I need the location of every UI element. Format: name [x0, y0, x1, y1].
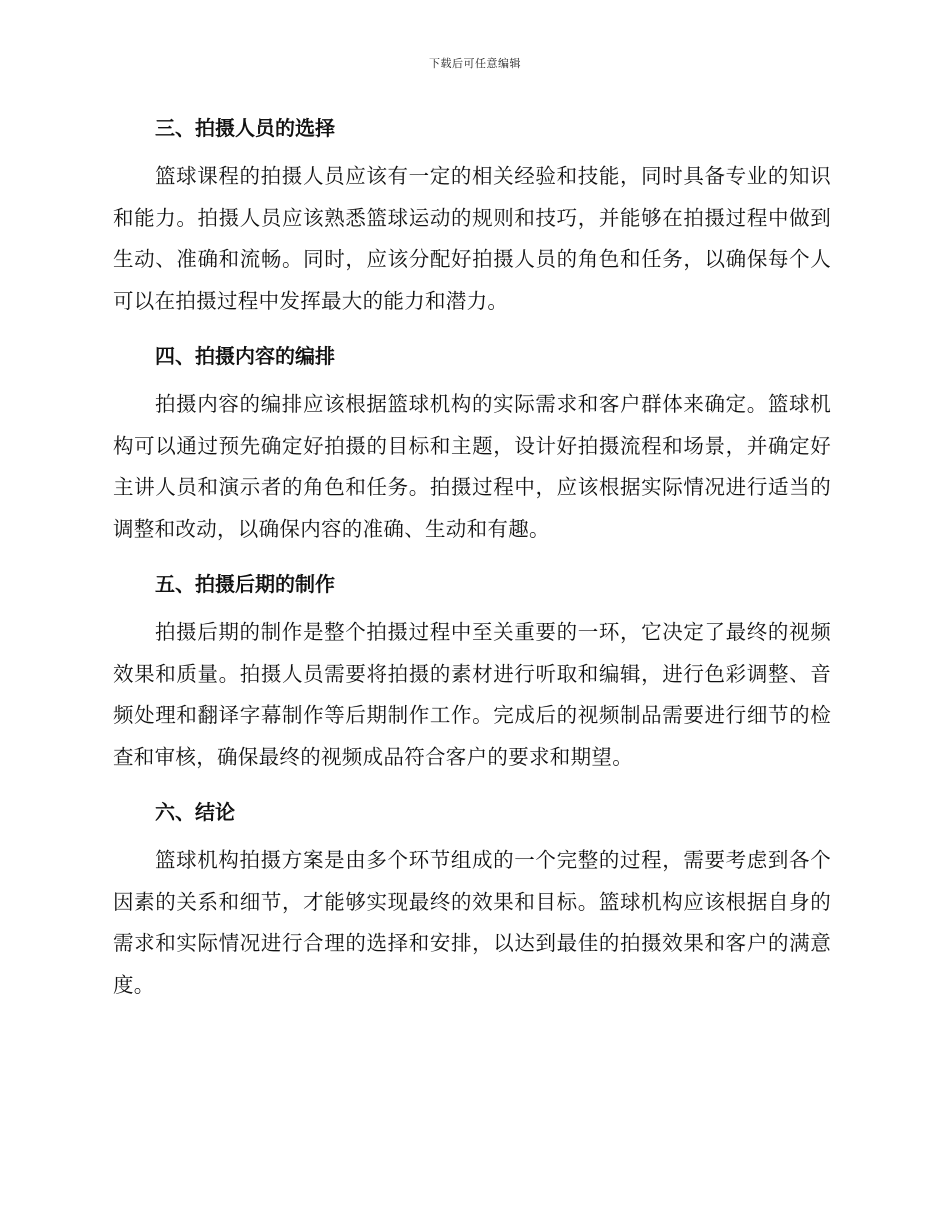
- header-note: 下载后可任意编辑: [429, 57, 521, 70]
- document-body: [113, 108, 831, 1020]
- section-heading-post-production: 五、拍摄后期的制作: [155, 572, 335, 596]
- section-heading-conclusion: 六、结论: [155, 800, 235, 824]
- section-paragraph-content-arrangement: 拍摄内容的编排应该根据篮球机构的实际需求和客户群体来确定。篮球机构可以通过预先确定好拍摄的目标和主题，设计好拍摄流程和场景，并确定好主讲人员和演示者的角色和任务。拍摄过程中，应该根据实际情况进行适当的调整和改动，以确保内容的准确、生动和有趣。: [113, 392, 831, 541]
- section-paragraph-personnel: 篮球课程的拍摄人员应该有一定的相关经验和技能，同时具备专业的知识和能力。拍摄人员应该熟悉篮球运动的规则和技巧，并能够在拍摄过程中做到生动、准确和流畅。同时，应该分配好拍摄人员的角色和任务，以确保每个人可以在拍摄过程中发挥最大的能力和潜力。: [113, 164, 831, 313]
- section-paragraph-conclusion: 篮球机构拍摄方案是由多个环节组成的一个完整的过程，需要考虑到各个因素的关系和细节，才能够实现最终的效果和目标。篮球机构应该根据自身的需求和实际情况进行合理的选择和安排，以达到最佳的拍摄效果和客户的满意度。: [113, 848, 831, 997]
- section-paragraph-post-production: 拍摄后期的制作是整个拍摄过程中至关重要的一环，它决定了最终的视频效果和质量。拍摄人员需要将拍摄的素材进行听取和编辑，进行色彩调整、音频处理和翻译字幕制作等后期制作工作。完成后的视频制品需要进行细节的检查和审核，确保最终的视频成品符合客户的要求和期望。: [113, 620, 831, 769]
- section-heading-personnel: 三、拍摄人员的选择: [155, 116, 335, 140]
- section-heading-content-arrangement: 四、拍摄内容的编排: [155, 344, 335, 368]
